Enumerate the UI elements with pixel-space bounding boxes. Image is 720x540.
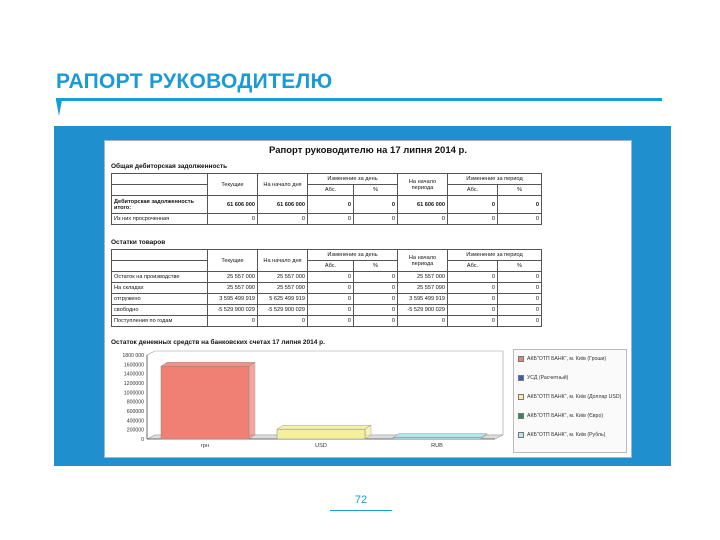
table-cell: 0 (498, 283, 542, 294)
x-tick-label: RUB (431, 443, 443, 449)
row-label: Остаток на производстве (112, 272, 208, 283)
table-cell: 0 (448, 196, 498, 214)
table-cell: 0 (448, 283, 498, 294)
table-cell: 0 (448, 294, 498, 305)
y-tick-label: 1200000 (123, 381, 144, 387)
legend-label: АКБ"ОТП БАНК", м. Київ (Євро) (527, 413, 604, 419)
receivables-table (111, 173, 542, 225)
table-cell: 0 (308, 214, 354, 225)
header-cell: На начало периода (398, 250, 448, 272)
bar-top (161, 362, 255, 366)
chart-legend (513, 349, 627, 453)
table-row (112, 316, 542, 327)
y-tick-label: 200000 (126, 427, 144, 434)
table-cell: 0 (308, 196, 354, 214)
table-cell: 0 (354, 305, 398, 316)
table-row (112, 214, 542, 225)
header-cell: Изменение за период (448, 250, 542, 261)
table-cell: -5 529 900 029 (398, 305, 448, 316)
subheader-cell: % (354, 185, 398, 196)
subheader-cell: Абс. (448, 185, 498, 196)
table-row (112, 196, 542, 214)
title-accent-tick (56, 100, 62, 116)
subheader-cell: Абс. (308, 185, 354, 196)
table-cell: 0 (398, 214, 448, 225)
header-cell: На начало дня (258, 250, 308, 272)
table-cell: 0 (308, 294, 354, 305)
table-cell: 0 (448, 316, 498, 327)
legend-label: АКБ"ОТП БАНК", м. Київ (Рубль) (527, 432, 606, 438)
header-cell: На начало дня (258, 174, 308, 196)
x-tick-label: грн (200, 443, 210, 449)
table-cell: 0 (208, 214, 258, 225)
title-underline (56, 98, 662, 101)
header-cell: Изменение за период (448, 174, 542, 185)
table-cell: 0 (308, 272, 354, 283)
table-row (112, 294, 542, 305)
header-cell: На начало периода (398, 174, 448, 196)
legend-label: АКБ"ОТП БАНК", м. Київ (Доллар USD) (527, 394, 622, 400)
legend-swatch (518, 394, 524, 400)
chart-plot (111, 349, 511, 455)
row-label: свободно (112, 305, 208, 316)
table-cell: 25 557 000 (258, 272, 308, 283)
table-cell: 25 557 000 (398, 272, 448, 283)
table-cell: 0 (498, 272, 542, 283)
table-cell: -5 529 900 029 (258, 305, 308, 316)
bar (161, 366, 249, 439)
legend-item (518, 413, 626, 419)
table-cell: 3 595 499 919 (398, 294, 448, 305)
table-cell: -5 529 900 029 (208, 305, 258, 316)
report-title: Рапорт руководителю на 17 липня 2014 р. (268, 145, 467, 156)
table-cell: 0 (258, 316, 308, 327)
subheader-cell: % (498, 185, 542, 196)
table-cell: 61 606 000 (398, 196, 448, 214)
table-cell: 61 606 000 (258, 196, 308, 214)
header-cell: Изменение за день (308, 174, 398, 185)
bar (393, 438, 481, 439)
y-tick-label: 600000 (126, 409, 144, 415)
legend-item (518, 356, 626, 362)
y-tick-label: 400000 (126, 418, 144, 425)
legend-label: АКБ"ОТП БАНК", м. Київ (Гроши) (527, 356, 607, 362)
y-tick-label: 1800 000 (122, 353, 144, 359)
subheader-cell: % (498, 261, 542, 272)
header-cell: Изменение за день (308, 250, 398, 261)
table-cell: 0 (354, 294, 398, 305)
section-receivables-title: Общая дебиторская задолженность (111, 163, 228, 170)
y-tick-label: 800000 (126, 399, 144, 406)
table-cell: 5 625 499 919 (258, 294, 308, 305)
table-cell: 0 (398, 316, 448, 327)
y-tick-label: 1000000 (123, 390, 144, 397)
bar (277, 429, 365, 439)
legend-item (518, 375, 626, 381)
row-label: Из них просроченная (112, 214, 208, 225)
chart-title: Остаток денежных средств на банковских счетах 17 липня 2014 р. (111, 339, 325, 346)
table-row (112, 272, 542, 283)
table-cell: 0 (308, 305, 354, 316)
bar-side (249, 362, 255, 439)
cash-balance-chart (111, 349, 627, 455)
header-cell (112, 250, 208, 261)
legend-label: УСД (Расчетный) (527, 375, 569, 381)
bar-top (277, 425, 371, 429)
table-cell: 25 557 000 (208, 272, 258, 283)
legend-swatch (518, 413, 524, 419)
table-cell: 3 595 499 919 (208, 294, 258, 305)
table-cell: 0 (498, 196, 542, 214)
table-cell: 25 557 090 (208, 283, 258, 294)
table-cell: 0 (448, 305, 498, 316)
subheader-cell: Абс. (308, 261, 354, 272)
table-cell: 0 (498, 294, 542, 305)
subheader-cell: Абс. (448, 261, 498, 272)
table-row (112, 283, 542, 294)
row-label: Поступления по годам (112, 316, 208, 327)
header-cell: Текущие (208, 174, 258, 196)
table-cell: 0 (208, 316, 258, 327)
table-row (112, 305, 542, 316)
table-cell: 0 (498, 214, 542, 225)
table-cell: 25 557 090 (398, 283, 448, 294)
x-tick-label: USD (315, 443, 327, 449)
legend-item (518, 394, 626, 400)
row-label: отгружено (112, 294, 208, 305)
legend-swatch (518, 375, 524, 381)
row-label: На складах (112, 283, 208, 294)
header-cell: Текущие (208, 250, 258, 272)
header-cell (112, 174, 208, 185)
report-document (104, 140, 632, 458)
table-cell: 0 (498, 305, 542, 316)
header-cell (112, 261, 208, 272)
table-cell: 25 557 090 (258, 283, 308, 294)
page-number-underline (330, 510, 392, 511)
table-cell: 61 606 000 (208, 196, 258, 214)
legend-swatch (518, 356, 524, 362)
table-cell: 0 (498, 316, 542, 327)
table-cell: 0 (354, 272, 398, 283)
legend-item (518, 432, 626, 438)
header-cell (112, 185, 208, 196)
slide-title: РАПОРТ РУКОВОДИТЕЛЮ (56, 70, 333, 93)
table-cell: 0 (308, 283, 354, 294)
table-cell: 0 (354, 196, 398, 214)
table-cell: 0 (448, 272, 498, 283)
subheader-cell: % (354, 261, 398, 272)
y-tick-label: 1400000 (123, 371, 144, 378)
page-number: 72 (354, 494, 368, 506)
table-cell: 0 (448, 214, 498, 225)
table-cell: 0 (354, 316, 398, 327)
table-cell: 0 (308, 316, 354, 327)
table-cell: 0 (354, 214, 398, 225)
y-tick-label: 1600000 (123, 362, 144, 369)
bar-top (393, 434, 487, 438)
table-cell: 0 (354, 283, 398, 294)
section-stock-title: Остатки товаров (111, 239, 166, 246)
stock-table (111, 249, 542, 327)
table-cell: 0 (258, 214, 308, 225)
legend-swatch (518, 432, 524, 438)
y-tick-label: 0 (141, 437, 144, 443)
row-label: Дебиторская задолженность итого: (112, 196, 208, 214)
